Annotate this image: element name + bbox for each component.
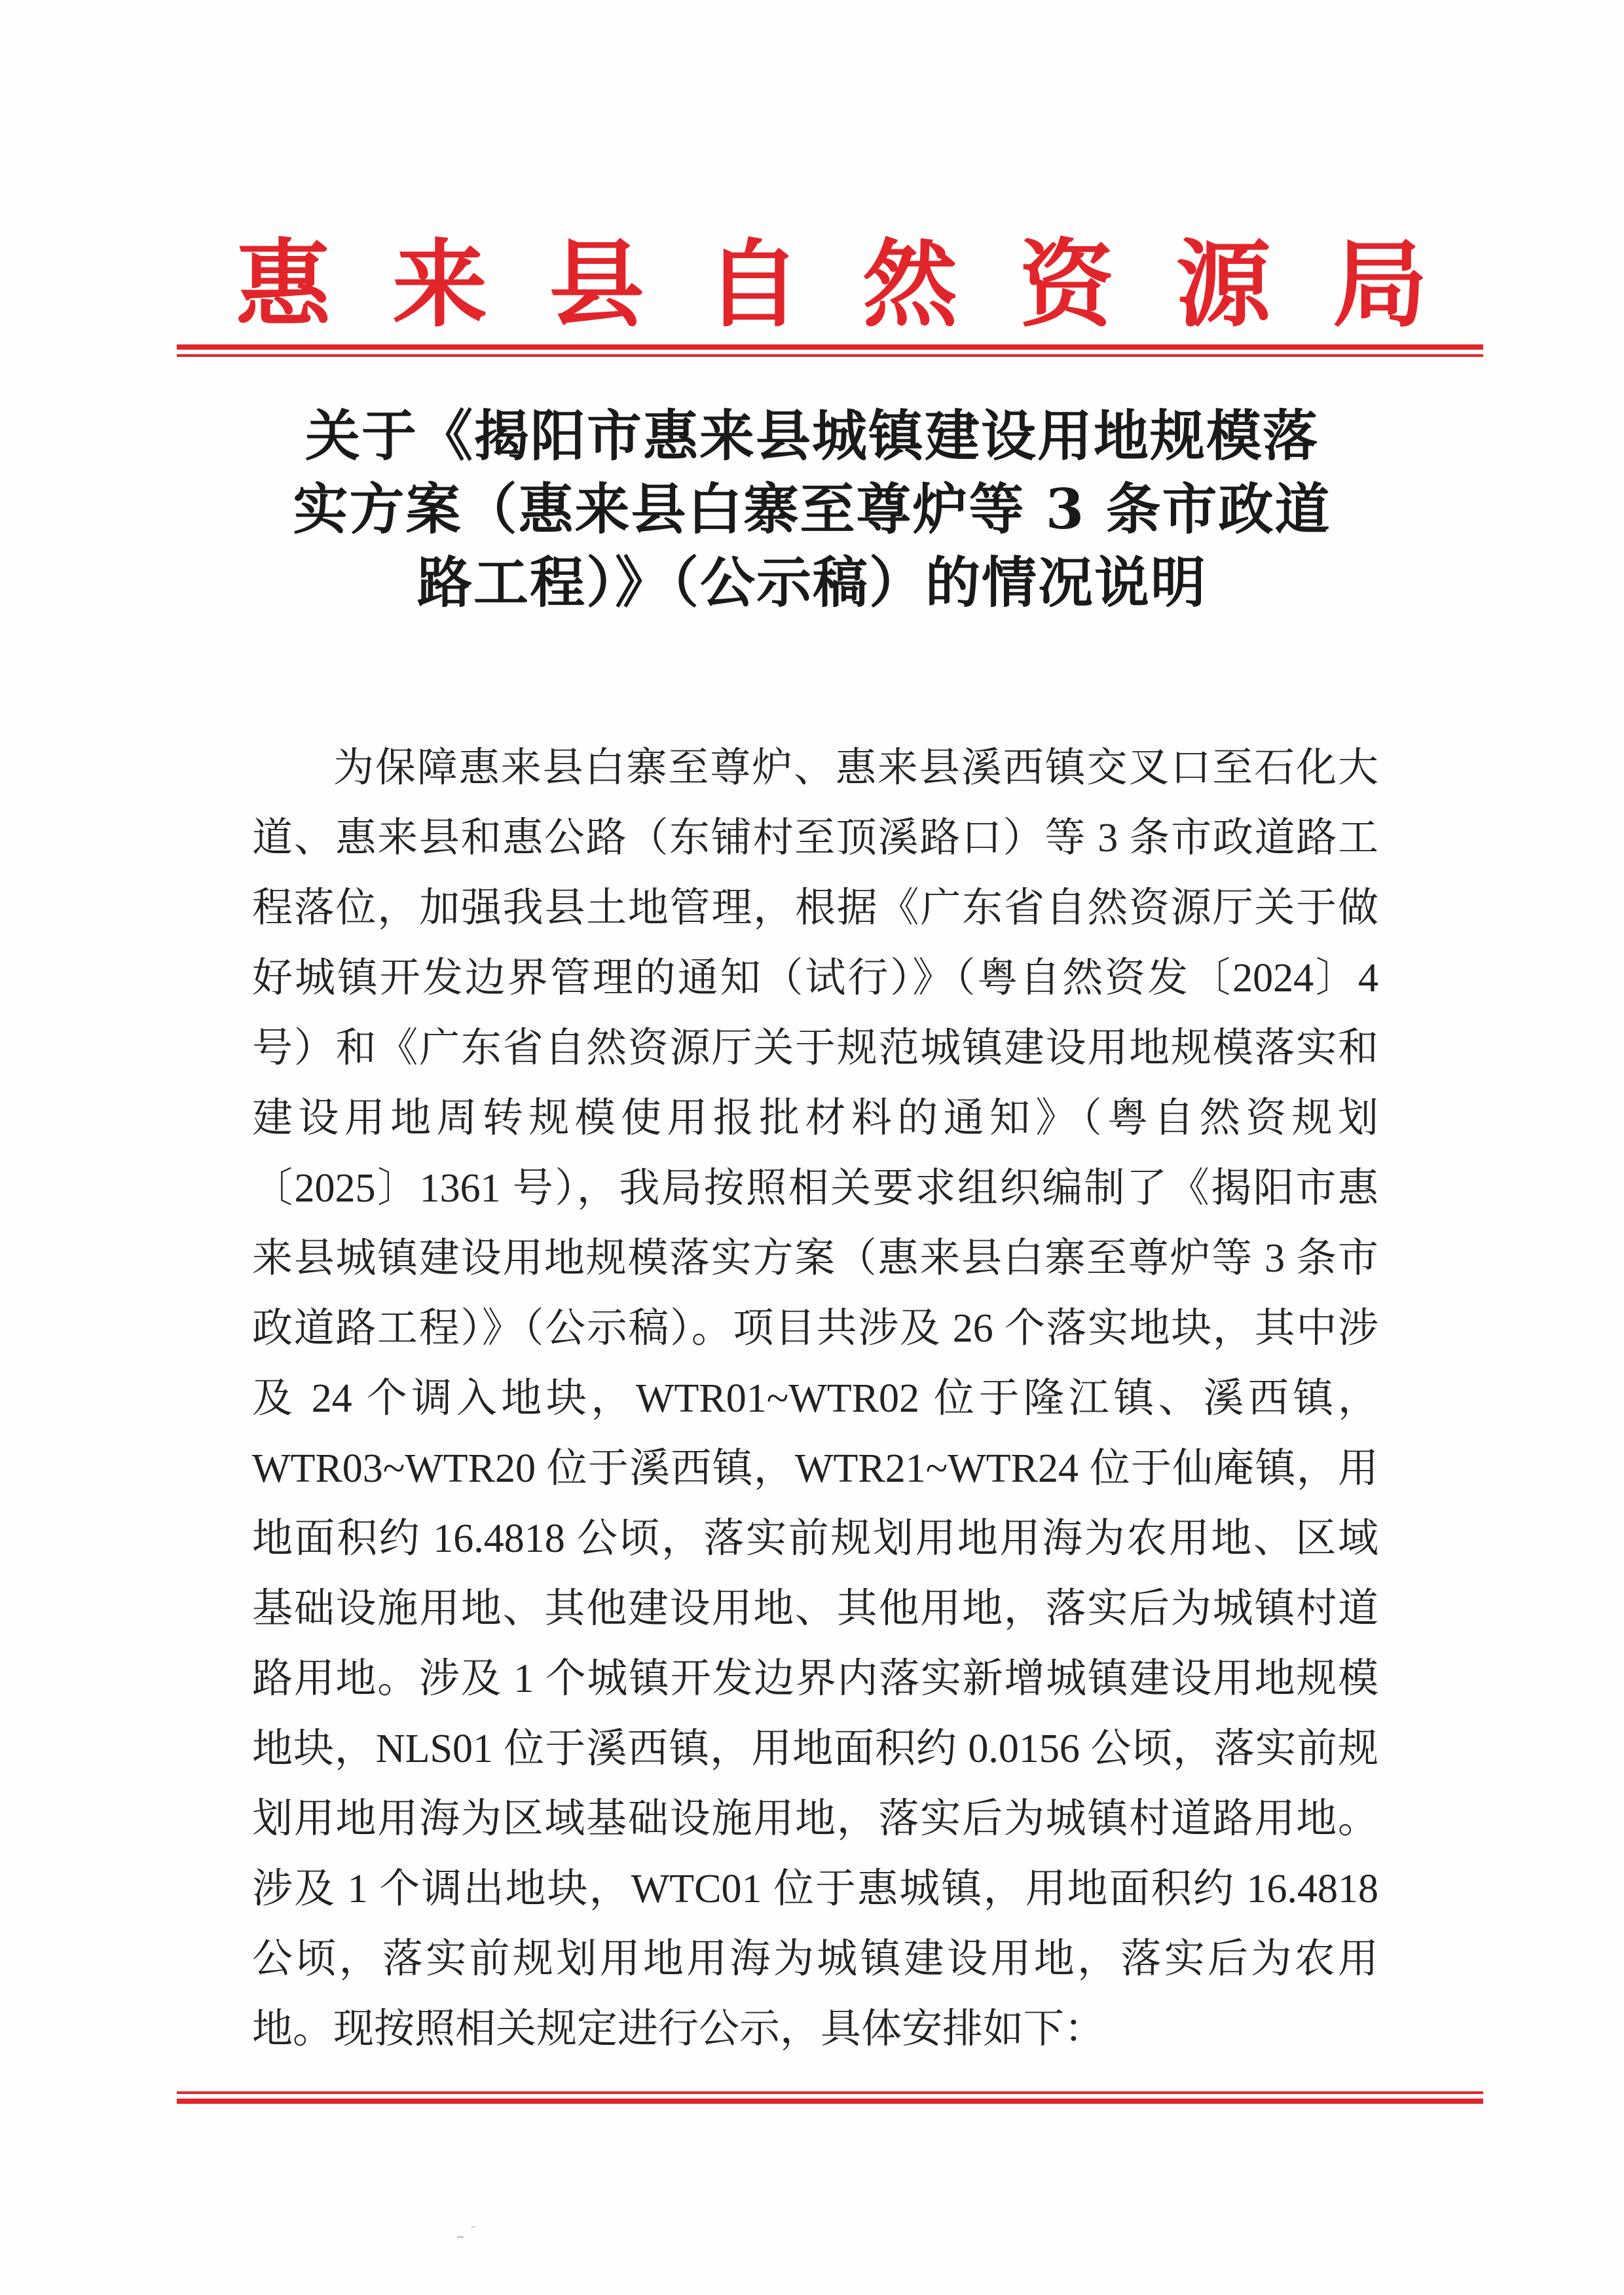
title-line: 路工程）》（公示稿）的情况说明 [416, 550, 1207, 615]
agency-char: 自 [705, 229, 801, 340]
title-line: 关于《揭阳市惠来县城镇建设用地规模落 [304, 403, 1319, 468]
footer-divider [177, 2091, 1483, 2104]
body-paragraph: 为保障惠来县白寨至尊炉、惠来县溪西镇交叉口至石化大道、惠来县和惠公路（东铺村至顶溪路口）等 3 条市政道路工程落位，加强我县土地管理，根据《广东省自然资源厅关于做好城镇开发边界管理的通知（试行）》（粤自然资发〔2024〕4 号）和《广东省自然资源厅关于规范城镇建设用地规模落实和建设用地周转规模使用报批材料的通知》（粤自然资规划〔2025〕1361 号），我局按照相关要求组织编制了《揭阳市惠来县城镇建设用地规模落实方案（惠来县白寨至尊炉等 3 条市政道路工程）》（公示稿）。项目共涉及 26 个落实地块，其中涉及 24 个调入地块，WTR01~WTR02 位于隆江镇、溪西镇，WTR03~WTR20 位于溪西镇，WTR21~WTR24 位于仙庵镇，用地面积约 16.4818 公顷，落实前规划用地用海为农用地、区域基础设施用地、其他建设用地、其他用地，落实后为城镇村道路用地。涉及 1 个城镇开发边界内落实新增城镇建设用地规模地块，NLS01 位于溪西镇，用地面积约 0.0156 公顷，落实前规划用地用海为区域基础设施用地，落实后为城镇村道路用地。涉及 1 个调出地块，WTC01 位于惠城镇，用地面积约 16.4818 公顷，落实前规划用地用海为城镇建设用地，落实后为农用地。现按照相关规定进行公示，具体安排如下： [252, 746, 1378, 2051]
agency-char: 然 [862, 229, 958, 340]
scan-speck [471, 2226, 475, 2228]
scan-speck [457, 2236, 464, 2238]
agency-char: 县 [549, 229, 644, 340]
agency-char: 局 [1332, 229, 1428, 340]
agency-header [236, 229, 1428, 340]
title-line: 实方案（惠来县白寨至尊炉等 3 条市政道 [293, 477, 1331, 542]
header-divider [177, 344, 1483, 357]
agency-char: 资 [1019, 229, 1115, 340]
agency-char: 源 [1175, 229, 1271, 340]
document-body [252, 733, 1378, 2065]
agency-char: 来 [392, 229, 488, 340]
agency-char: 惠 [236, 229, 331, 340]
document-title [249, 399, 1375, 619]
